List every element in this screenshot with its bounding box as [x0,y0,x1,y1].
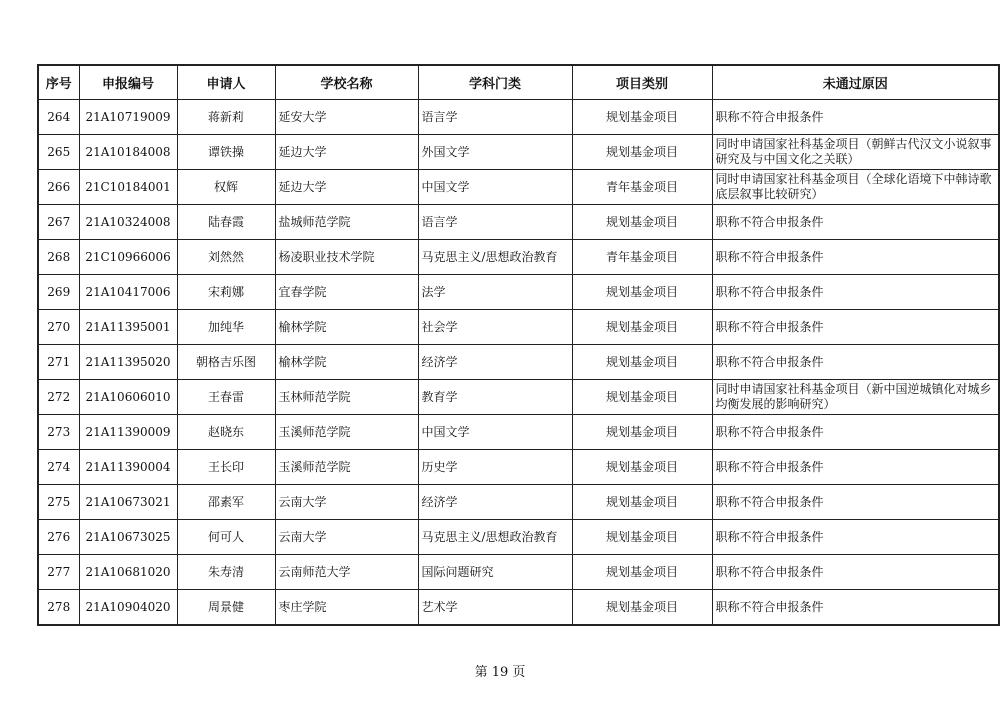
cell-rejection-reason: 职称不符合申报条件 [712,240,999,275]
table-row [38,310,999,345]
header-application-code: 申报编号 [79,65,177,100]
cell-application-code: 21A11390004 [79,450,177,485]
cell-applicant: 王长印 [177,450,275,485]
cell-discipline: 外国文学 [418,135,572,170]
table-row [38,555,999,590]
cell-serial-no: 268 [38,240,79,275]
cell-application-code: 21A11390009 [79,415,177,450]
cell-discipline: 教育学 [418,380,572,415]
cell-rejection-reason: 同时申请国家社科基金项目（全球化语境下中韩诗歌底层叙事比较研究） [712,170,999,205]
header-rejection-reason: 未通过原因 [712,65,999,100]
cell-project-category: 规划基金项目 [572,345,712,380]
cell-project-category: 规划基金项目 [572,590,712,626]
cell-discipline: 中国文学 [418,415,572,450]
cell-serial-no: 273 [38,415,79,450]
cell-rejection-reason: 职称不符合申报条件 [712,590,999,626]
cell-school-name: 云南师范大学 [275,555,418,590]
cell-rejection-reason: 职称不符合申报条件 [712,310,999,345]
cell-serial-no: 270 [38,310,79,345]
cell-school-name: 云南大学 [275,485,418,520]
cell-serial-no: 267 [38,205,79,240]
cell-rejection-reason: 职称不符合申报条件 [712,555,999,590]
cell-applicant: 王春雷 [177,380,275,415]
cell-application-code: 21A10904020 [79,590,177,626]
cell-project-category: 规划基金项目 [572,415,712,450]
cell-application-code: 21A10417006 [79,275,177,310]
cell-applicant: 蒋新莉 [177,100,275,135]
cell-application-code: 21A10184008 [79,135,177,170]
cell-serial-no: 265 [38,135,79,170]
cell-application-code: 21A11395020 [79,345,177,380]
header-serial-no: 序号 [38,65,79,100]
cell-serial-no: 272 [38,380,79,415]
table-row [38,590,999,626]
header-discipline: 学科门类 [418,65,572,100]
cell-application-code: 21A10673025 [79,520,177,555]
cell-applicant: 刘然然 [177,240,275,275]
table-row [38,100,999,135]
cell-serial-no: 266 [38,170,79,205]
table-body [38,100,999,626]
table-row [38,485,999,520]
cell-rejection-reason: 职称不符合申报条件 [712,345,999,380]
cell-school-name: 延安大学 [275,100,418,135]
cell-discipline: 法学 [418,275,572,310]
cell-applicant: 何可人 [177,520,275,555]
cell-discipline: 马克思主义/思想政治教育 [418,240,572,275]
cell-rejection-reason: 同时申请国家社科基金项目（新中国逆城镇化对城乡均衡发展的影响研究） [712,380,999,415]
cell-school-name: 玉溪师范学院 [275,450,418,485]
cell-school-name: 玉林师范学院 [275,380,418,415]
cell-school-name: 枣庄学院 [275,590,418,626]
cell-applicant: 宋莉娜 [177,275,275,310]
table-row [38,415,999,450]
cell-applicant: 赵晓东 [177,415,275,450]
cell-serial-no: 271 [38,345,79,380]
header-project-category: 项目类别 [572,65,712,100]
cell-serial-no: 276 [38,520,79,555]
cell-rejection-reason: 职称不符合申报条件 [712,520,999,555]
table-row [38,275,999,310]
cell-school-name: 玉溪师范学院 [275,415,418,450]
cell-discipline: 社会学 [418,310,572,345]
cell-rejection-reason: 职称不符合申报条件 [712,415,999,450]
cell-rejection-reason: 职称不符合申报条件 [712,485,999,520]
table-row [38,135,999,170]
results-table [37,64,1000,626]
cell-discipline: 经济学 [418,485,572,520]
cell-project-category: 规划基金项目 [572,135,712,170]
cell-project-category: 规划基金项目 [572,485,712,520]
cell-applicant: 周景健 [177,590,275,626]
cell-application-code: 21A10324008 [79,205,177,240]
cell-school-name: 盐城师范学院 [275,205,418,240]
cell-discipline: 历史学 [418,450,572,485]
table-row [38,380,999,415]
cell-project-category: 青年基金项目 [572,240,712,275]
cell-project-category: 规划基金项目 [572,100,712,135]
cell-school-name: 延边大学 [275,135,418,170]
table-row [38,240,999,275]
cell-applicant: 加纯华 [177,310,275,345]
cell-application-code: 21A10719009 [79,100,177,135]
cell-applicant: 陆春霞 [177,205,275,240]
cell-applicant: 权辉 [177,170,275,205]
table-row [38,450,999,485]
cell-project-category: 规划基金项目 [572,205,712,240]
cell-project-category: 规划基金项目 [572,520,712,555]
page-number: 第 19 页 [474,665,526,680]
table-row [38,345,999,380]
cell-serial-no: 275 [38,485,79,520]
cell-rejection-reason: 职称不符合申报条件 [712,100,999,135]
cell-school-name: 延边大学 [275,170,418,205]
cell-discipline: 马克思主义/思想政治教育 [418,520,572,555]
header-applicant: 申请人 [177,65,275,100]
cell-rejection-reason: 同时申请国家社科基金项目（朝鲜古代汉文小说叙事研究及与中国文化之关联） [712,135,999,170]
cell-application-code: 21A11395001 [79,310,177,345]
cell-serial-no: 278 [38,590,79,626]
cell-project-category: 规划基金项目 [572,555,712,590]
table-row [38,520,999,555]
cell-school-name: 榆林学院 [275,310,418,345]
cell-serial-no: 264 [38,100,79,135]
cell-application-code: 21C10184001 [79,170,177,205]
cell-school-name: 榆林学院 [275,345,418,380]
table-row [38,170,999,205]
cell-project-category: 规划基金项目 [572,380,712,415]
cell-project-category: 规划基金项目 [572,450,712,485]
cell-serial-no: 277 [38,555,79,590]
cell-application-code: 21A10606010 [79,380,177,415]
cell-applicant: 朱寿清 [177,555,275,590]
cell-discipline: 经济学 [418,345,572,380]
cell-discipline: 国际问题研究 [418,555,572,590]
cell-project-category: 青年基金项目 [572,170,712,205]
cell-rejection-reason: 职称不符合申报条件 [712,275,999,310]
cell-application-code: 21A10681020 [79,555,177,590]
cell-serial-no: 269 [38,275,79,310]
cell-school-name: 杨凌职业技术学院 [275,240,418,275]
cell-discipline: 中国文学 [418,170,572,205]
cell-application-code: 21A10673021 [79,485,177,520]
cell-discipline: 艺术学 [418,590,572,626]
cell-applicant: 朝格吉乐图 [177,345,275,380]
cell-rejection-reason: 职称不符合申报条件 [712,205,999,240]
table-row [38,205,999,240]
cell-rejection-reason: 职称不符合申报条件 [712,450,999,485]
cell-school-name: 云南大学 [275,520,418,555]
cell-applicant: 邵素军 [177,485,275,520]
cell-school-name: 宜春学院 [275,275,418,310]
cell-discipline: 语言学 [418,205,572,240]
cell-discipline: 语言学 [418,100,572,135]
cell-applicant: 谭铁操 [177,135,275,170]
header-school-name: 学校名称 [275,65,418,100]
cell-serial-no: 274 [38,450,79,485]
cell-project-category: 规划基金项目 [572,275,712,310]
cell-project-category: 规划基金项目 [572,310,712,345]
cell-application-code: 21C10966006 [79,240,177,275]
table-header-row [38,65,999,100]
